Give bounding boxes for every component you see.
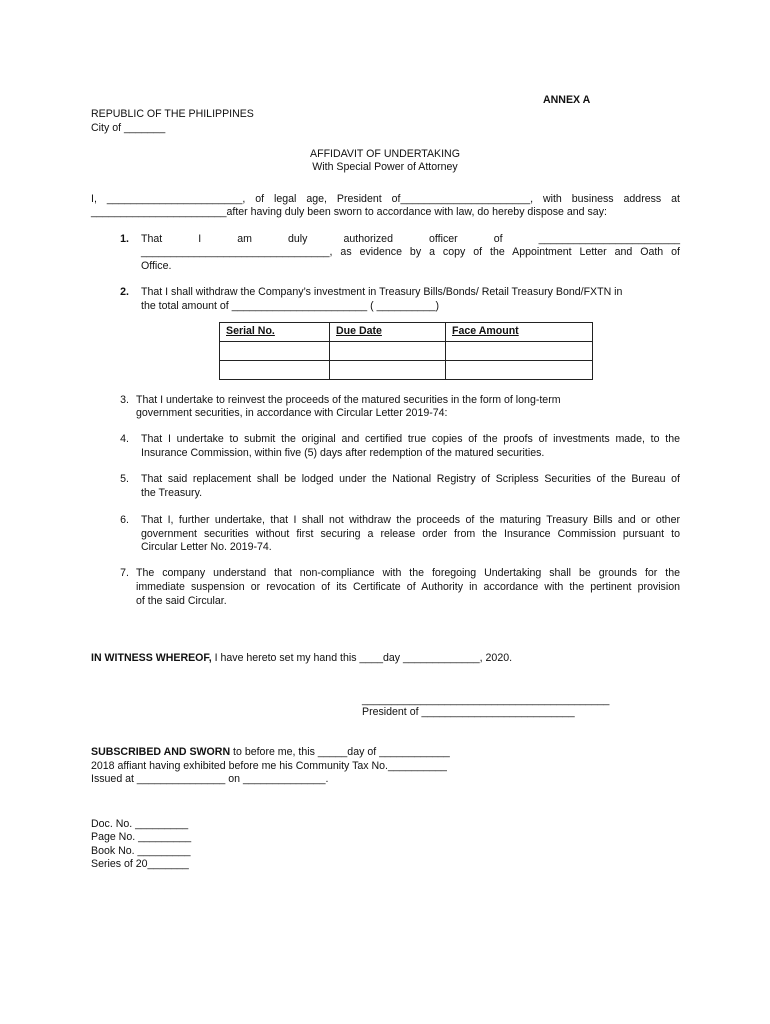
table-cell[interactable] xyxy=(330,342,446,361)
item-7-line-2: immediate suspension or revocation of its Certificate of Authority in accordance with the pertinent provision xyxy=(136,581,680,593)
item-3-line-2: government securities, in accordance with Circular Letter 2019-74: xyxy=(136,407,448,419)
item-2-line-1: That I shall withdraw the Company’s investment in Treasury Bills/Bonds/ Retail Treasury Bond/FXTN in xyxy=(141,286,623,298)
annex-label: ANNEX A xyxy=(543,94,591,106)
item-1-number: 1. xyxy=(120,233,129,245)
subscribed-line-3: Issued at _______________ on ______________. xyxy=(91,773,329,785)
page-no: Page No. _________ xyxy=(91,831,192,843)
item-2-line-2: the total amount of _______________________ ( __________) xyxy=(141,300,440,312)
item-5-line-1: That said replacement shall be lodged under the National Registry of Scripless Securities of the Bureau of xyxy=(141,473,680,485)
series-no: Series of 20_______ xyxy=(91,858,189,870)
item-1-line-2: ________________________________, as evidence by a copy of the Appointment Letter and Oath of xyxy=(141,246,680,258)
subscribed-text: to before me, this _____day of ____________ xyxy=(230,746,450,758)
item-4-number: 4. xyxy=(120,433,129,445)
city-line: City of _______ xyxy=(91,122,166,134)
witness-statement xyxy=(91,652,512,665)
table-cell[interactable] xyxy=(446,361,593,380)
witness-text: I have hereto set my hand this ____day _____________, 2020. xyxy=(211,652,513,664)
item-4-line-2: Insurance Commission, within five (5) days after redemption of the matured securities. xyxy=(141,447,545,459)
doc-no: Doc. No. _________ xyxy=(91,818,189,830)
subscribed-line-1 xyxy=(91,746,450,759)
item-3-number: 3. xyxy=(120,394,129,406)
item-6-number: 6. xyxy=(120,514,129,526)
table-cell[interactable] xyxy=(220,361,330,380)
securities-table xyxy=(219,322,593,380)
item-3-line-1: That I undertake to reinvest the proceeds of the matured securities in the form of long-term xyxy=(136,394,561,406)
witness-bold: IN WITNESS WHEREOF, xyxy=(91,652,212,664)
item-2-number: 2. xyxy=(120,286,129,298)
item-5-line-2: the Treasury. xyxy=(141,487,203,499)
item-1-line-3: Office. xyxy=(141,260,172,272)
document-title: AFFIDAVIT OF UNDERTAKING xyxy=(310,148,460,160)
intro-line-2: _______________________after having duly been sworn to accordance with law, do hereby dispose and say: xyxy=(91,206,607,218)
table-cell[interactable] xyxy=(446,342,593,361)
signature-title: President of __________________________ xyxy=(362,706,575,718)
item-6-line-2: government securities without first securing a release order from the Insurance Commission pursuant to xyxy=(141,528,680,540)
item-7-line-3: of the said Circular. xyxy=(136,595,227,607)
item-6-line-1: That I, further undertake, that I shall not withdraw the proceeds of the maturing Treasury Bills and or other xyxy=(141,514,680,526)
table-row xyxy=(220,361,593,380)
table-cell[interactable] xyxy=(220,342,330,361)
table-cell[interactable] xyxy=(330,361,446,380)
col-serial-no: Serial No. xyxy=(220,323,330,342)
document-subtitle: With Special Power of Attorney xyxy=(312,161,458,173)
item-1-line-1: That I am duly authorized officer of ________________________ xyxy=(141,233,680,245)
item-7-line-1: The company understand that non-compliance with the foregoing Undertaking shall be grounds for the xyxy=(136,567,680,579)
col-face-amount: Face Amount xyxy=(446,323,593,342)
intro-line-1: I, _______________________, of legal age, President of______________________, with business address at xyxy=(91,193,680,205)
republic-heading: REPUBLIC OF THE PHILIPPINES xyxy=(91,108,254,120)
table-header-row xyxy=(220,323,593,342)
item-6-line-3: Circular Letter No. 2019-74. xyxy=(141,541,272,553)
table-row xyxy=(220,342,593,361)
item-4-line-1: That I undertake to submit the original and certified true copies of the proofs of investments made, to the xyxy=(141,433,680,445)
subscribed-line-2: 2018 affiant having exhibited before me his Community Tax No.__________ xyxy=(91,760,447,772)
book-no: Book No. _________ xyxy=(91,845,191,857)
signature-line[interactable]: __________________________________________ xyxy=(362,694,610,706)
item-7-number: 7. xyxy=(120,567,129,579)
item-5-number: 5. xyxy=(120,473,129,485)
col-due-date: Due Date xyxy=(330,323,446,342)
subscribed-bold: SUBSCRIBED AND SWORN xyxy=(91,746,231,758)
